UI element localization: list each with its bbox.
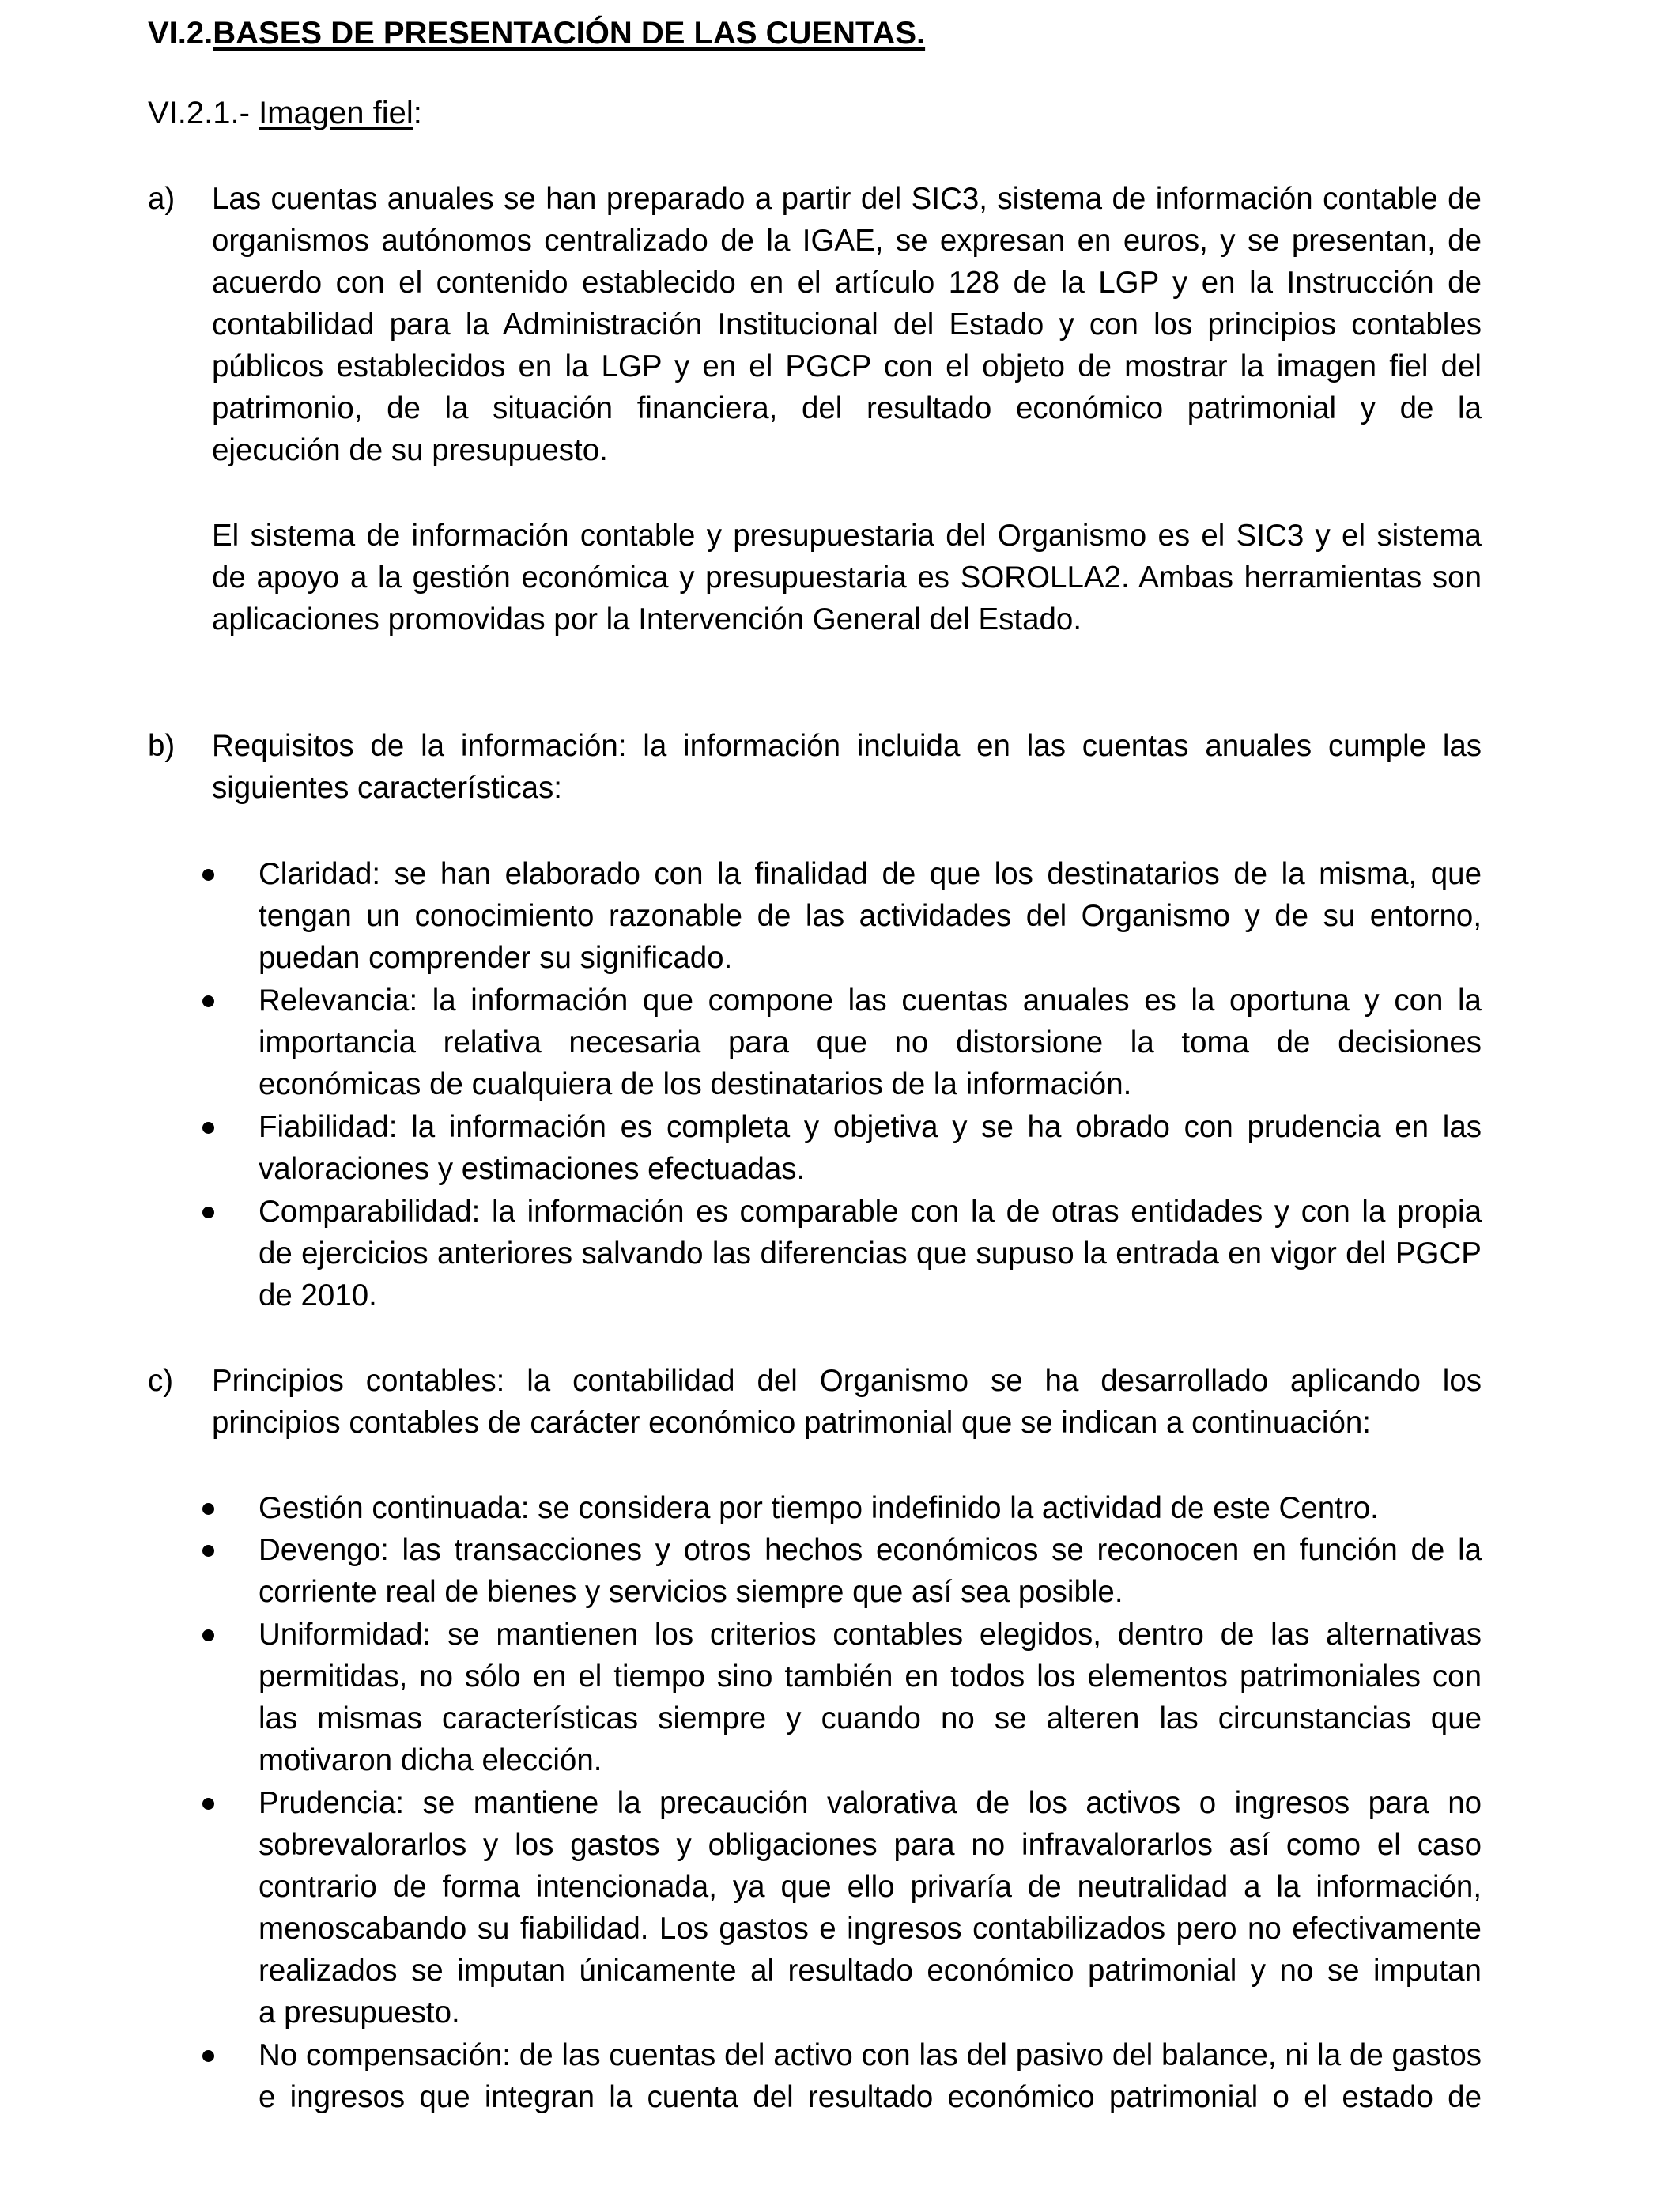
text-line: las mismas características siempre y cuando no se alteren las circunstancias que bbox=[259, 1701, 1482, 1735]
text-line: contabilidad para la Administración Institucional del Estado y con los principios contables bbox=[212, 308, 1482, 342]
subsection-heading: VI.2.1.- Imagen fiel: bbox=[148, 96, 422, 130]
bullet-icon bbox=[202, 1207, 214, 1218]
text-line: públicos establecidos en la LGP y en el PGCP con el objeto de mostrar la imagen fiel del bbox=[212, 349, 1482, 383]
text-line: de ejercicios anteriores salvando las diferencias que supuso la entrada en vigor del PGCP bbox=[259, 1237, 1482, 1271]
bullet-icon bbox=[202, 1545, 214, 1557]
text-line: ejecución de su presupuesto. bbox=[212, 433, 608, 467]
text-line: motivaron dicha elección. bbox=[259, 1743, 602, 1777]
text-line: Gestión continuada: se considera por tiempo indefinido la actividad de este Centro. bbox=[259, 1491, 1379, 1525]
text-line: Las cuentas anuales se han preparado a partir del SIC3, sistema de información contable de bbox=[212, 182, 1482, 216]
text-line: Relevancia: la información que compone las cuentas anuales es la oportuna y con la bbox=[259, 984, 1482, 1018]
list-marker-b: b) bbox=[148, 729, 176, 763]
text-line: de apoyo a la gestión económica y presupuestaria es SOROLLA2. Ambas herramientas son bbox=[212, 561, 1482, 595]
section-heading bbox=[148, 17, 925, 49]
subsection-number: VI.2.1.- bbox=[148, 96, 259, 130]
text-line: Prudencia: se mantiene la precaución valorativa de los activos o ingresos para no bbox=[259, 1786, 1482, 1820]
bullet-icon bbox=[202, 2050, 214, 2062]
text-line: sobrevalorarlos y los gastos y obligaciones para no infravalorarlos así como el caso bbox=[259, 1828, 1482, 1862]
text-line: a presupuesto. bbox=[259, 1996, 460, 2030]
text-line: acuerdo con el contenido establecido en el artículo 128 de la LGP y en la Instrucción de bbox=[212, 266, 1482, 300]
text-line: El sistema de información contable y presupuestaria del Organismo es el SIC3 y el sistema bbox=[212, 519, 1482, 553]
text-line: tengan un conocimiento razonable de las actividades del Organismo y de su entorno, bbox=[259, 899, 1482, 933]
bullet-icon bbox=[202, 869, 214, 881]
text-line: aplicaciones promovidas por la Intervención General del Estado. bbox=[212, 602, 1082, 636]
text-line: importancia relativa necesaria para que no distorsione la toma de decisiones bbox=[259, 1025, 1482, 1059]
text-line: Uniformidad: se mantienen los criterios contables elegidos, dentro de las alternativas bbox=[259, 1618, 1482, 1652]
text-line: organismos autónomos centralizado de la IGAE, se expresan en euros, y se presentan, de bbox=[212, 224, 1482, 258]
text-line: Principios contables: la contabilidad del Organismo se ha desarrollado aplicando los bbox=[212, 1364, 1482, 1398]
text-line: permitidas, no sólo en el tiempo sino también en todos los elementos patrimoniales con bbox=[259, 1660, 1482, 1694]
text-line: Fiabilidad: la información es completa y objetiva y se ha obrado con prudencia en las bbox=[259, 1110, 1482, 1144]
text-line: de 2010. bbox=[259, 1278, 377, 1312]
text-line: Claridad: se han elaborado con la finalidad de que los destinatarios de la misma, que bbox=[259, 857, 1482, 891]
text-line: siguientes características: bbox=[212, 771, 562, 805]
text-line: principios contables de carácter económico patrimonial que se indican a continuación: bbox=[212, 1406, 1371, 1440]
bullet-icon bbox=[202, 995, 214, 1007]
text-line: Comparabilidad: la información es comparable con la de otras entidades y con la propia bbox=[259, 1195, 1482, 1229]
text-line: puedan comprender su significado. bbox=[259, 941, 733, 975]
section-title: BASES DE PRESENTACIÓN DE LAS CUENTAS. bbox=[213, 16, 926, 51]
text-line: valoraciones y estimaciones efectuadas. bbox=[259, 1152, 806, 1186]
list-marker-c: c) bbox=[148, 1364, 174, 1398]
text-line: corriente real de bienes y servicios siempre que así sea posible. bbox=[259, 1575, 1123, 1609]
text-line: menoscabando su fiabilidad. Los gastos e ingresos contabilizados pero no efectivamente bbox=[259, 1912, 1482, 1946]
text-line: patrimonio, de la situación financiera, del resultado económico patrimonial y de la bbox=[212, 391, 1482, 425]
section-number: VI.2. bbox=[148, 16, 213, 51]
subsection-title: Imagen fiel bbox=[259, 96, 413, 130]
text-line: contrario de forma intencionada, ya que ello privaría de neutralidad a la información, bbox=[259, 1870, 1482, 1904]
bullet-icon bbox=[202, 1629, 214, 1641]
bullet-icon bbox=[202, 1503, 214, 1515]
list-marker-a: a) bbox=[148, 182, 176, 216]
text-line: e ingresos que integran la cuenta del resultado económico patrimonial o el estado de bbox=[259, 2080, 1482, 2114]
text-line: Requisitos de la información: la información incluida en las cuentas anuales cumple las bbox=[212, 729, 1482, 763]
bullet-icon bbox=[202, 1798, 214, 1810]
text-line: realizados se imputan únicamente al resultado económico patrimonial y no se imputan bbox=[259, 1954, 1482, 1988]
text-line: Devengo: las transacciones y otros hechos económicos se reconocen en función de la bbox=[259, 1533, 1482, 1567]
bullet-icon bbox=[202, 1122, 214, 1134]
text-line: No compensación: de las cuentas del activo con las del pasivo del balance, ni la de gastos bbox=[259, 2038, 1482, 2072]
text-line: económicas de cualquiera de los destinatarios de la información. bbox=[259, 1067, 1132, 1101]
